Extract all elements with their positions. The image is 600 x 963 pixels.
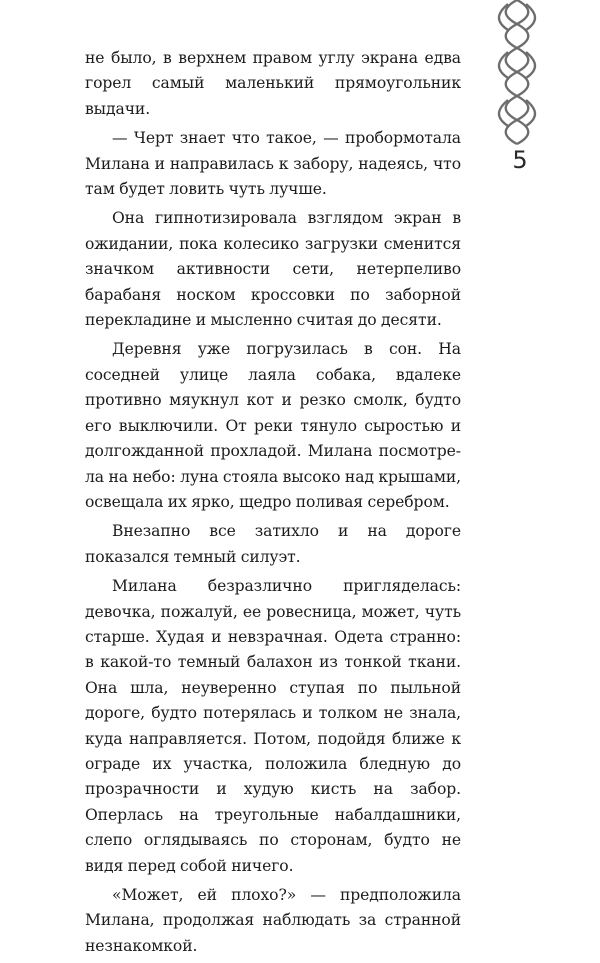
paragraph: Внезапно все затихло и на дороге показался темный силуэт. xyxy=(85,522,461,566)
paragraph: Деревня уже погрузилась в сон. На соседней улице лаяла собака, вдалеке противно мяукнул кот и резко смолк, будто его выключили. От реки тянуло сыростью и долгожданной прохладой. Милана посмотрела на небо: луна стояла высоко над крышами, освещала их ярко, щедро поливая серебром. xyxy=(85,340,461,511)
paragraph: не было, в верхнем правом углу экрана едва горел самый маленький прямоугольник выдачи. xyxy=(85,49,461,118)
body-text xyxy=(85,46,461,963)
paragraph: — Черт знает что такое, — пробормотала Милана и направилась к забору, надеясь, что там будет ловить чуть лучше. xyxy=(85,129,461,199)
paragraph: «Может, ей плохо?» — предположила Милана, продолжая наблюдать за странной незнакомкой. xyxy=(85,886,461,955)
braided-knot-ornament-icon xyxy=(494,0,540,152)
paragraph: Она гипнотизировала взглядом экран в ожидании, пока колесико загрузки сменится значком активности сети, нетерпеливо барабаня носком кроссовки по заборной перекладине и мысленно считая до десяти. xyxy=(85,209,461,330)
page-number: 5 xyxy=(512,146,528,174)
paragraph: Милана безразлично пригляделась: девочка, пожалуй, ее ровесница, может, чуть старше. Худая и невзрачная. Одета странно: в какой-то темный балахон из тонкой ткани. Она шла, неуверенно ступая по пыльной дороге, будто потерялась и толком не знала, куда направляется. Потом, подойдя ближе к ограде их участка, положила бледную до прозрачности и худую кисть на забор. Оперлась на треугольные набалдашники, слепо оглядываясь по сторонам, будто не видя перед собой ничего. xyxy=(85,577,461,875)
